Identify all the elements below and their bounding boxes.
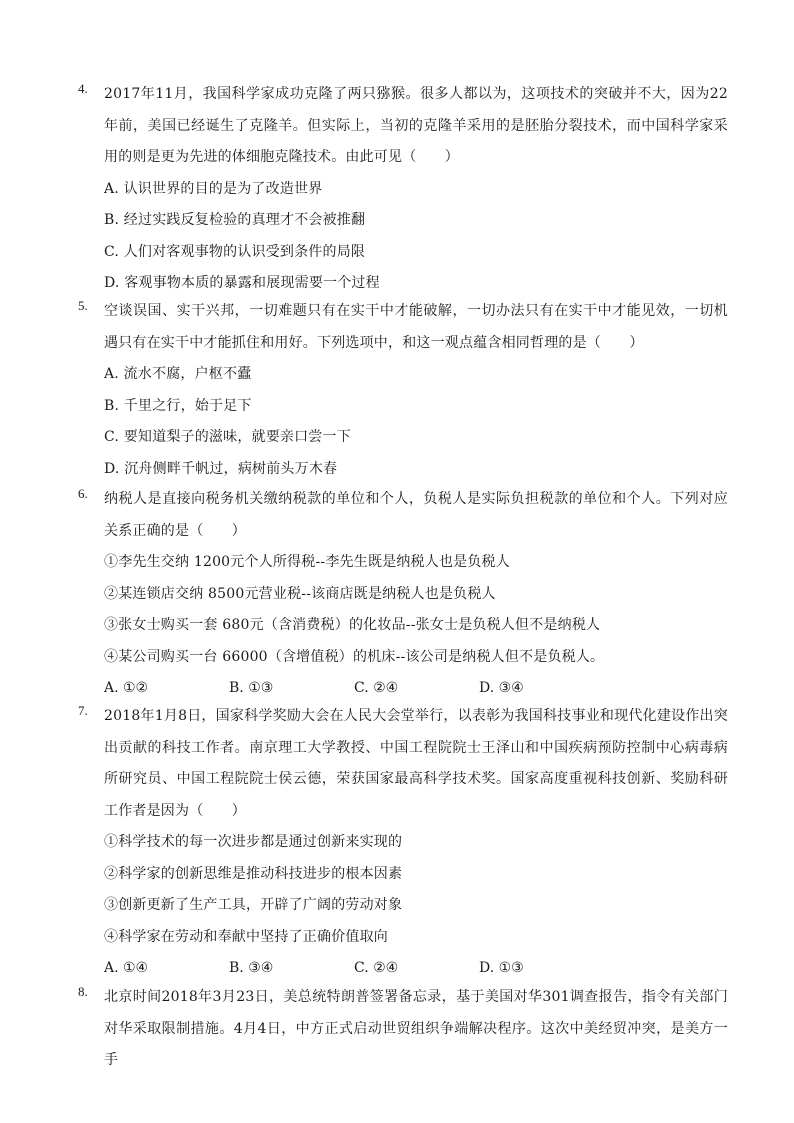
question-number: 6. [78,486,88,501]
question-5 [78,296,728,485]
question-stem: 空谈误国、实干兴邦，一切难题只有在实干中才能破解，一切办法只有在实干中才能见效，一切机遇只有在实干中才能抓住和用好。下列选项中，和这一观点蕴含相同哲理的是（ ） [104,303,728,351]
statement-2: ②某连锁店交纳 8500元营业税--该商店既是纳税人也是负税人 [104,585,496,602]
question-number: 4. [78,81,88,96]
question-stem: 2017年11月，我国科学家成功克隆了两只猕猴。很多人都以为，这项技术的突破并不大，因为22年前，美国已经诞生了克隆羊。但实际上，当初的克隆羊采用的是胚胎分裂技术，而中国科学家采用的则是更为先进的体细胞克隆技术。由此可见（ ） [104,86,728,165]
choice-row [104,673,728,705]
question-7 [78,701,728,985]
statement-2: ②科学家的创新思维是推动科技进步的根本因素 [104,865,403,882]
option-a[interactable]: A. 流水不腐，户枢不蠹 [104,366,252,382]
option-d[interactable]: D. 客观事物本质的暴露和展现需要一个过程 [104,275,380,291]
question-number: 8. [78,984,88,999]
statement-1: ①科学技术的每一次进步都是通过创新来实现的 [104,834,403,850]
statement-3: ③张女士购买一套 680元（含消费税）的化妆品--张女士是负税人但不是纳税人 [104,617,601,633]
choice-a[interactable]: A. ①② [104,680,149,696]
question-4 [78,79,728,300]
option-a[interactable]: A. 认识世界的目的是为了改造世界 [104,180,323,197]
choice-b[interactable]: B. ③④ [229,960,274,976]
choice-d[interactable]: D. ①③ [479,960,524,976]
option-b[interactable]: B. 千里之行，始于足下 [104,397,252,414]
question-number: 5. [78,298,88,313]
statement-1: ①李先生交纳 1200元个人所得税--李先生既是纳税人也是负税人 [104,554,510,570]
statement-4: ④某公司购买一台 66000（含增值税）的机床--该公司是纳税人但不是负税人。 [104,648,605,665]
question-stem: 纳税人是直接向税务机关缴纳税款的单位和个人，负税人是实际负担税款的单位和个人。下列对应关系正确的是（ ） [104,491,728,539]
choice-b[interactable]: B. ①③ [229,680,274,696]
choice-row [104,953,728,985]
statement-4: ④科学家在劳动和奉献中坚持了正确价值取向 [104,928,388,945]
option-d[interactable]: D. 沉舟侧畔千帆过，病树前头万木春 [104,460,338,477]
question-8 [78,982,728,1077]
choice-a[interactable]: A. ①④ [104,960,149,976]
statement-3: ③创新更新了生产工具，开辟了广阔的劳动对象 [104,897,403,913]
question-stem: 2018年1月8日，国家科学奖励大会在人民大会堂举行，以表彰为我国科技事业和现代化建设作出突出贡献的科技工作者。南京理工大学教授、中国工程院院士王泽山和中国疾病预防控制中心病毒病所研究员、中国工程院院士侯云德，荣获国家最高科学技术奖。国家高度重视科技创新、奖励科研工作者是因为（ ） [104,708,728,819]
choice-c[interactable]: C. ②④ [354,680,399,696]
question-6 [78,484,728,705]
option-c[interactable]: C. 要知道梨子的滋味，就要亲口尝一下 [104,429,351,445]
option-b[interactable]: B. 经过实践反复检验的真理才不会被推翻 [104,212,366,228]
option-c[interactable]: C. 人们对客观事物的认识受到条件的局限 [104,243,366,260]
choice-d[interactable]: D. ③④ [479,680,524,696]
question-number: 7. [78,703,88,718]
choice-c[interactable]: C. ②④ [354,960,399,976]
question-stem: 北京时间2018年3月23日，美总统特朗普签署备忘录，基于美国对华301调查报告，指令有关部门对华采取限制措施。4月4日，中方正式启动世贸组织争端解决程序。这次中美经贸冲突，是美方一手 [104,989,728,1068]
